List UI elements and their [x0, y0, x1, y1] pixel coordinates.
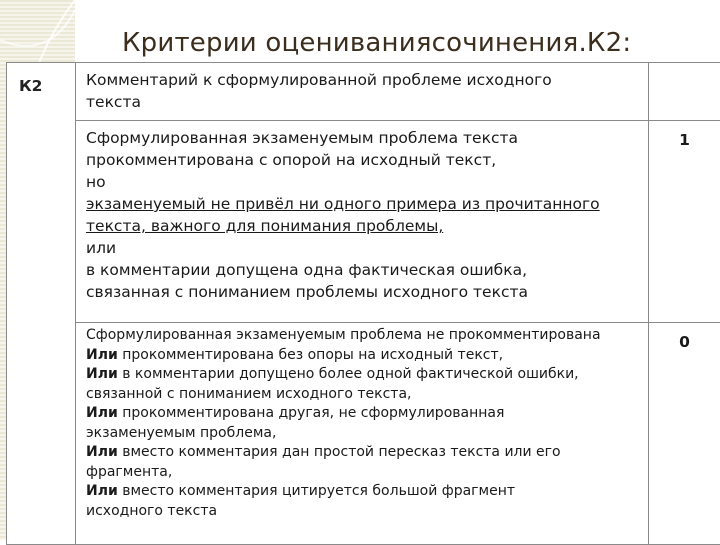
or-keyword: Или — [86, 347, 118, 363]
line-text: в комментарии допущено более одной фактической ошибки, — [118, 366, 579, 382]
text-line — [86, 482, 642, 502]
text-line: связанная с пониманием проблемы исходного текста — [86, 281, 642, 303]
table-row — [7, 323, 720, 545]
text-line — [86, 326, 642, 346]
text-line — [86, 346, 642, 366]
score-cell: 0 — [649, 323, 720, 545]
criterion-heading — [76, 63, 649, 121]
or-keyword: Или — [86, 483, 118, 499]
criterion-code: К2 — [7, 63, 76, 545]
text-line — [86, 502, 642, 522]
text-line: или — [86, 237, 642, 259]
line-text: связанной с пониманием исходного текста, — [86, 386, 411, 402]
line-text: фрагмента, — [86, 464, 172, 480]
line-text: прокомментирована другая, не сформулированная — [118, 405, 505, 421]
line-text: вместо комментария цитируется большой фрагмент — [118, 483, 515, 499]
score-cell — [649, 63, 720, 121]
criterion-description — [76, 323, 649, 545]
or-keyword: Или — [86, 366, 118, 382]
text-line: прокомментирована с опорой на исходный текст, — [86, 149, 642, 171]
text-line — [86, 424, 642, 444]
line-text: исходного текста — [86, 503, 217, 519]
or-keyword: Или — [86, 405, 118, 421]
text-line — [86, 463, 642, 483]
table-row — [7, 63, 720, 121]
line-text: экзаменуемым проблема, — [86, 425, 276, 441]
criteria-table — [6, 62, 720, 545]
text-line — [86, 385, 642, 405]
criterion-description — [76, 121, 649, 323]
text-line: но — [86, 171, 642, 193]
text-line: Сформулированная экзаменуемым проблема текста — [86, 127, 642, 149]
text-line: текста — [86, 91, 642, 113]
text-line: Комментарий к сформулированной проблеме исходного — [86, 69, 642, 91]
table-row — [7, 121, 720, 323]
score-cell: 1 — [649, 121, 720, 323]
line-text: Сформулированная экзаменуемым проблема не прокомментирована — [86, 327, 601, 343]
text-line: текста, важного для понимания проблемы, — [86, 215, 642, 237]
text-line — [86, 443, 642, 463]
text-line: экзаменуемый не привёл ни одного примера из прочитанного — [86, 193, 642, 215]
page-title: Критерии оцениваниясочинения.К2: — [122, 28, 631, 58]
text-line — [86, 404, 642, 424]
line-text: вместо комментария дан простой пересказ текста или его — [118, 444, 561, 460]
line-text: прокомментирована без опоры на исходный текст, — [118, 347, 503, 363]
text-line: в комментарии допущена одна фактическая ошибка, — [86, 259, 642, 281]
or-keyword: Или — [86, 444, 118, 460]
text-line — [86, 365, 642, 385]
